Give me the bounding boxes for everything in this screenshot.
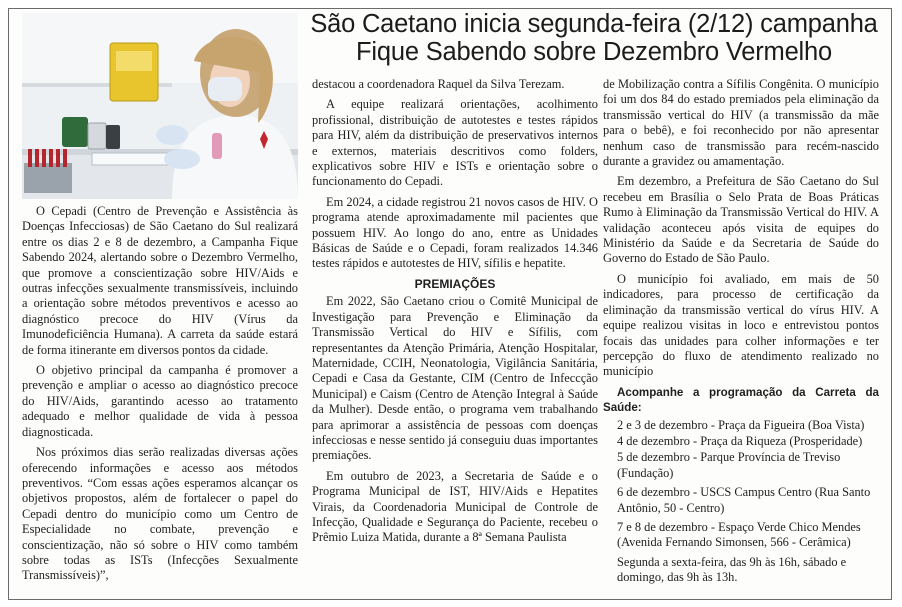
schedule-item: 7 e 8 de dezembro - Espaço Verde Chico Mendes (Avenida Fernando Simonsen, 566 - Cerâmica) bbox=[617, 519, 861, 550]
paragraph: O objetivo principal da campanha é promover a prevenção e ampliar o acesso ao diagnóstico precoce do HIV/Aids, garantindo acesso ao tratamento adequado e melhor qualidade de vida à pessoa diagnosticada. bbox=[22, 363, 298, 439]
paragraph: O município foi avaliado, em mais de 50 indicadores, para processo de certificação da eliminação da transmissão vertical do vírus HIV. A equipe realizou visitas in loco e entrevistou pontos focais das unidades para colher informações e ter percepção do fluxo de atendimento realizado no município bbox=[603, 271, 879, 379]
paragraph: Nos próximos dias serão realizadas diversas ações oferecendo informações e acesso aos métodos preventivos. “Com essas ações esperamos alcançar os objetivos propostos, além de fortalecer o papel do Cepadi dentro do município como um Centro de Especialidade no combate, prevenção e conscientização, não só sobre o HIV como também sobre todas as ISTs (Infecções Sexualmente Transmissíveis)”, bbox=[22, 445, 298, 583]
photo-illustration bbox=[22, 13, 298, 199]
paragraph: de Mobilização contra a Sífilis Congênita. O município foi um dos 84 do estado premiados pela eliminação da transmissão vertical do HIV (a transmissão da mãe para o bebê), e foi reconhecido por não apresentar nenhum caso de transmissão para recém-nascido durante a gravidez ou amamentação. bbox=[603, 77, 879, 169]
article-column-1 bbox=[22, 204, 298, 589]
schedule-item: 2 e 3 de dezembro - Praça da Figueira (Boa Vista) bbox=[617, 417, 865, 432]
section-heading: PREMIAÇÕES bbox=[414, 276, 496, 291]
paragraph: Em 2024, a cidade registrou 21 novos casos de HIV. O programa atende aproximadamente mil pacientes que possuem HIV. Ao longo do ano, entre as Unidades Básicas de Saúde e o Cepadi, foram realizados 14.346 testes rápidos e autotestes de HIV, sífilis e hepatite. bbox=[312, 194, 598, 271]
schedule-item: 4 de dezembro - Praça da Riqueza (Prosperidade) bbox=[617, 433, 863, 448]
paragraph: O Cepadi (Centro de Prevenção e Assistência às Doenças Infecciosas) de São Caetano do Sul realizará entre os dias 2 e 8 de dezembro, a Campanha Fique Sabendo 2024, alertando sobre o Dezembro Vermelho, que promove a conscientização sobre HIV/Aids e outras infecções sexualmente transmissíveis, incluindo a orientação sobre métodos preventivos e acesso ao diagnóstico precoce do HIV (Vírus da Imunodeficiência Humana). A carreta da saúde estará de forma itinerante em diversos pontos da cidade. bbox=[22, 204, 298, 357]
paragraph: Em outubro de 2023, a Secretaria de Saúde e o Programa Municipal de IST, HIV/Aids e Hepatites Virais, da Coordenadoria Municipal de Controle de Infecção, Qualidade e Segurança do Paciente, recebeu o Prêmio Luiza Matida, durante a 8ª Semana Paulista bbox=[312, 468, 598, 545]
article-column-3 bbox=[603, 77, 879, 587]
paragraph: Em dezembro, a Prefeitura de São Caetano do Sul recebeu em Brasília o Selo Prata de Boas Práticas Rumo à Eliminação da Transmissão Vertical do HIV. A validação aconteceu após visita de equipes do Ministério da Saúde e da Secretaria de Saúde do Governo do Estado de São Paulo. bbox=[603, 174, 879, 266]
article-photo bbox=[22, 13, 298, 199]
schedule-item: 6 de dezembro - USCS Campus Centro (Rua Santo Antônio, 50 - Centro) bbox=[617, 485, 871, 515]
schedule-list bbox=[603, 418, 879, 586]
article-headline: São Caetano inicia segunda-feira (2/12) campanha Fique Sabendo sobre Dezembro Vermelho bbox=[310, 10, 878, 66]
schedule-heading: Acompanhe a programação da Carreta da Saúde: bbox=[603, 385, 879, 415]
schedule-hours: Segunda a sexta-feira, das 9h às 16h, sábado e domingo, das 9h às 13h. bbox=[617, 554, 847, 585]
paragraph: Em 2022, São Caetano criou o Comitê Municipal de Investigação para Prevenção e Eliminação da Transmissão Vertical do HIV e Sífilis, com representantes da Atenção Primária, Atenção Hospitalar, Maternidade, CCIH, Neonatologia, Vigilância Sanitária, Cepadi e Casa da Gestante, CIM (Centro de Infeccção Municipal) e Caism (Centro de Atenção Integral à Saúde da Mulher). Desde então, o programa vem trabalhando para aprimorar a assistência de pessoas com doenças infecciosas e nesse sentido já conseguiu duas importantes premiações. bbox=[312, 294, 598, 463]
paragraph: A equipe realizará orientações, acolhimento profissional, distribuição de autotestes e testes rápidos para HIV, além da distribuição de preservativos internos e externos, materiais descritivos como folders, explicativos sobre HIV e ISTs e orientação sobre o funcionamento do Cepadi. bbox=[312, 97, 598, 189]
paragraph: destacou a coordenadora Raquel da Silva Terezam. bbox=[312, 77, 565, 91]
schedule-item: 5 de dezembro - Parque Província de Treviso (Fundação) bbox=[617, 450, 841, 480]
article-column-2 bbox=[312, 77, 598, 551]
